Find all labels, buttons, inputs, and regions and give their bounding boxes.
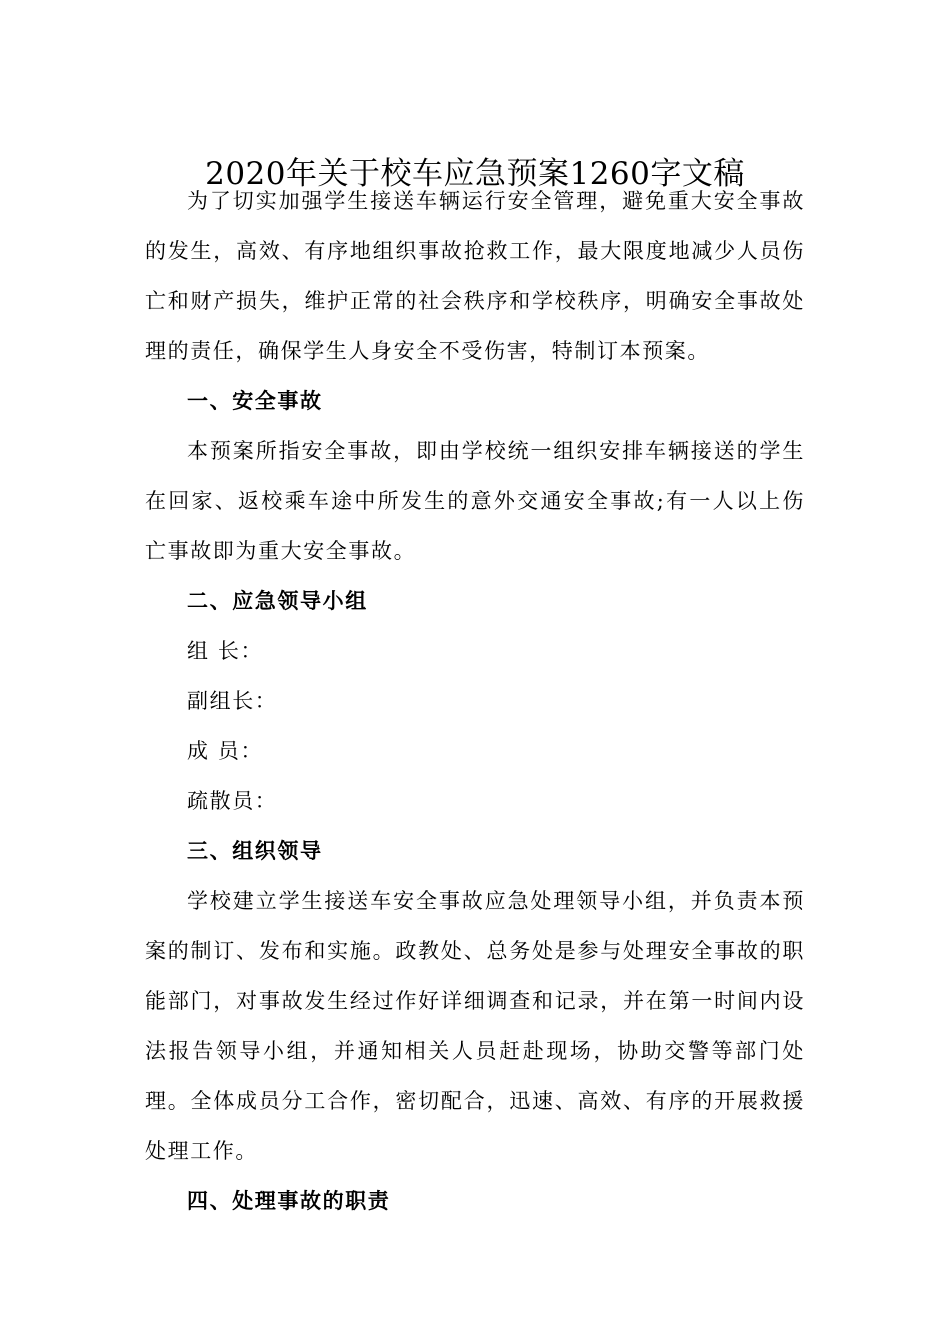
- field-deputy-leader: 副组长：: [187, 689, 278, 713]
- section-heading-duties: 四、处理事故的职责: [187, 1188, 391, 1213]
- section-heading-leadership-group: 二、应急领导小组: [187, 588, 368, 613]
- section-text-organization: 学校建立学生接送车安全事故应急处理领导小组，并负责本预案的制订、发布和实施。政教处、总务处是参与处理安全事故的职能部门，对事故发生经过作好详细调查和记录，并在第一时间内设法报告领导小组，并通知相关人员赶赴现场，协助交警等部门处理。全体成员分工合作，密切配合，迅速、高效、有序的开展救援处理工作。: [145, 889, 805, 1163]
- section-text-accident: 本预案所指安全事故，即由学校统一组织安排车辆接送的学生在回家、返校乘车途中所发生的意外交通安全事故;有一人以上伤亡事故即为重大安全事故。: [145, 439, 805, 563]
- document-body: [145, 176, 805, 1226]
- field-evacuator: 疏散员：: [187, 789, 278, 813]
- section-heading-accident: 一、安全事故: [187, 388, 323, 413]
- section-heading-organization: 三、组织领导: [187, 838, 323, 863]
- field-leader: 组 长：: [187, 639, 264, 663]
- field-members: 成 员：: [187, 739, 264, 763]
- document-title: 2020年关于校车应急预案1260字文稿: [205, 155, 745, 192]
- intro-paragraph: 为了切实加强学生接送车辆运行安全管理，避免重大安全事故的发生，高效、有序地组织事故抢救工作，最大限度地减少人员伤亡和财产损失，维护正常的社会秩序和学校秩序，明确安全事故处理的责任，确保学生人身安全不受伤害，特制订本预案。: [145, 189, 805, 363]
